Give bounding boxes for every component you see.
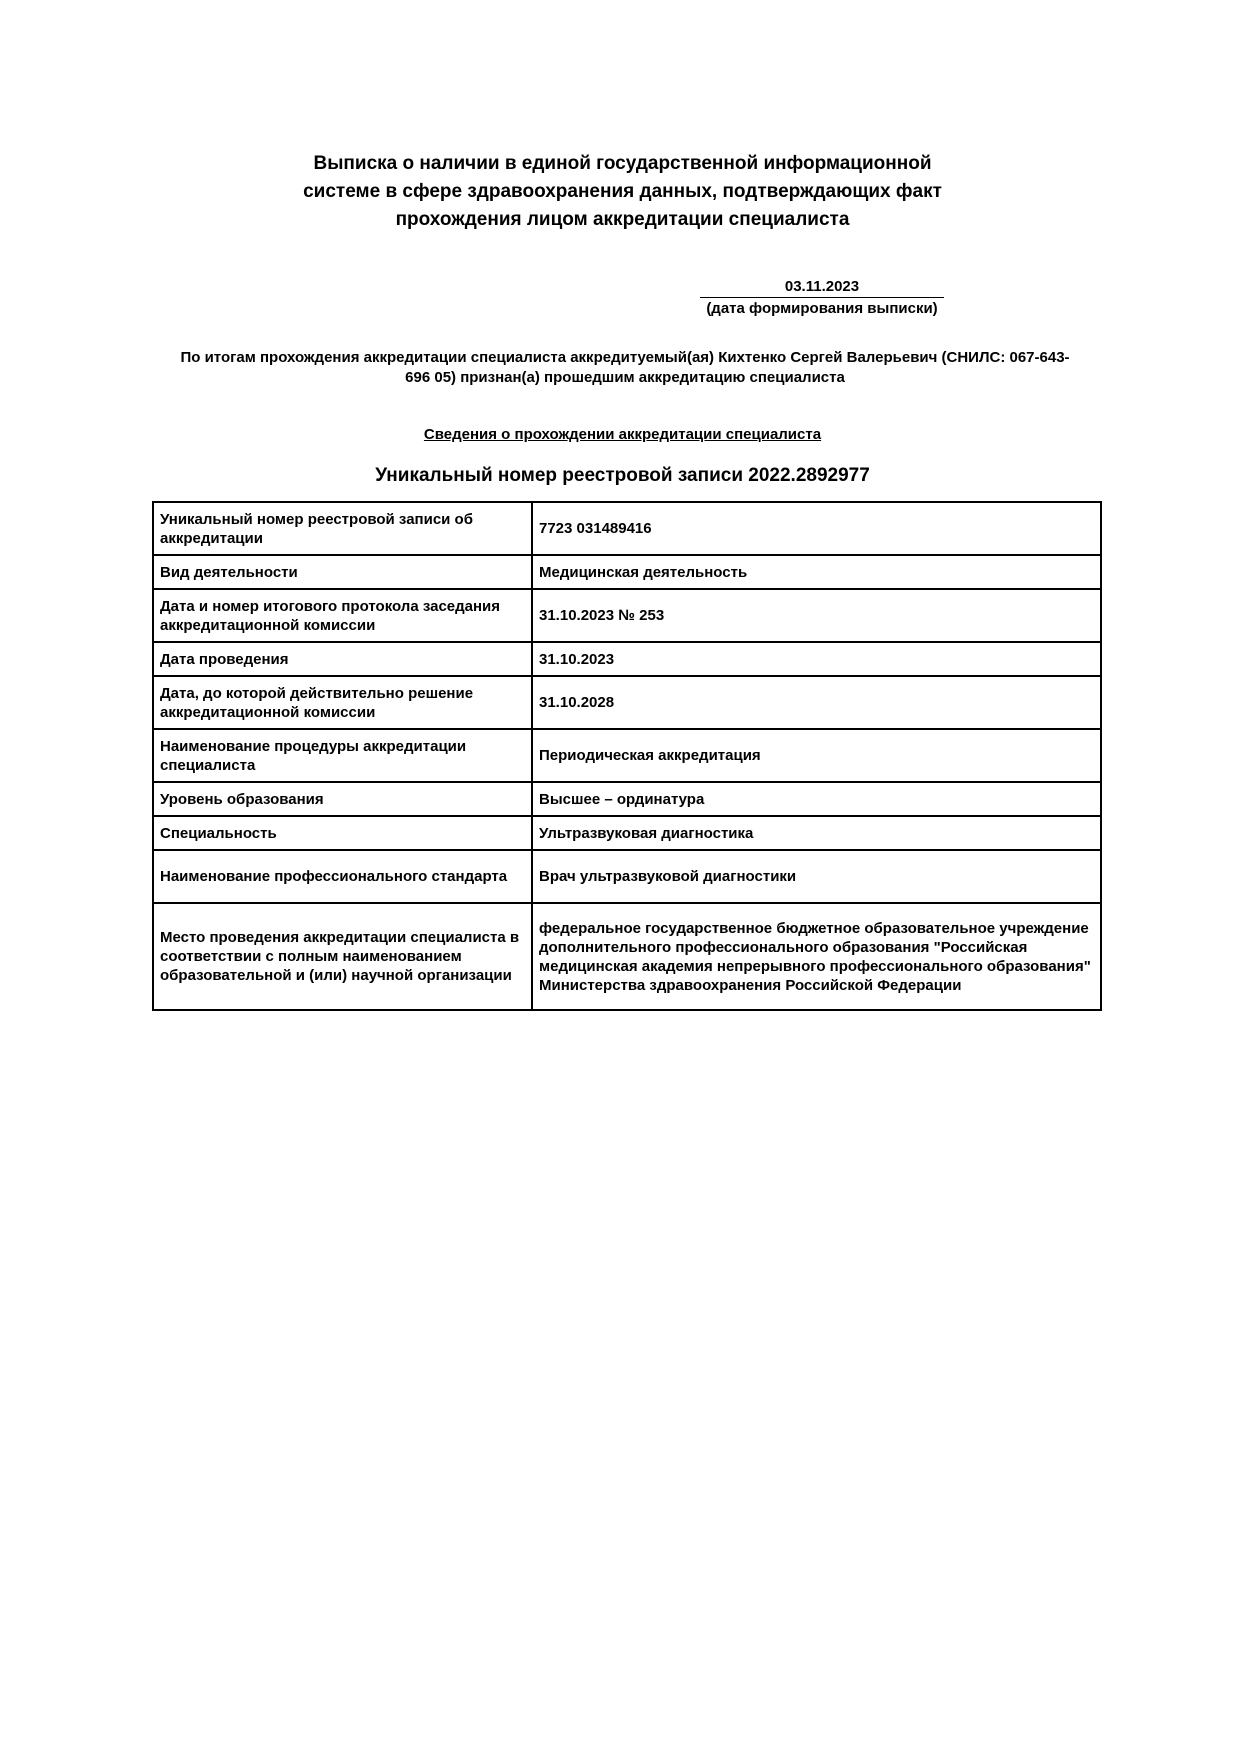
row-value: Ультразвуковая диагностика (532, 816, 1101, 850)
row-label: Дата и номер итогового протокола заседания аккредитационной комиссии (153, 589, 532, 642)
formation-date-block (700, 278, 944, 319)
row-label: Уникальный номер реестровой записи об аккредитации (153, 502, 532, 555)
formation-date-value: 03.11.2023 (700, 278, 944, 298)
row-value: Периодическая аккредитация (532, 729, 1101, 782)
accreditation-summary (140, 348, 1110, 388)
row-label: Наименование профессионального стандарта (153, 850, 532, 903)
table-row (153, 502, 1101, 555)
row-value: 31.10.2028 (532, 676, 1101, 729)
row-label: Уровень образования (153, 782, 532, 816)
table-row (153, 850, 1101, 903)
document-title-line: прохождения лицом аккредитации специалиста (395, 209, 850, 230)
row-label: Наименование процедуры аккредитации специалиста (153, 729, 532, 782)
table-row (153, 729, 1101, 782)
row-value: 31.10.2023 (532, 642, 1101, 676)
row-value: 7723 031489416 (532, 502, 1101, 555)
document-title-line: системе в сфере здравоохранения данных, подтверждающих факт (303, 181, 942, 202)
registry-number-heading: Уникальный номер реестровой записи 2022.2892977 (375, 465, 870, 486)
row-value: федеральное государственное бюджетное образовательное учреждение дополнительного профессионального образования "Российская медицинская академия непрерывного профессионального образования" Министерства здравоохранения Российской Федерации (532, 903, 1101, 1010)
row-value: Медицинская деятельность (532, 555, 1101, 589)
table-row (153, 555, 1101, 589)
row-label: Дата, до которой действительно решение аккредитационной комиссии (153, 676, 532, 729)
row-value: 31.10.2023 № 253 (532, 589, 1101, 642)
row-value: Врач ультразвуковой диагностики (532, 850, 1101, 903)
formation-date-caption: (дата формирования выписки) (706, 300, 938, 317)
row-label: Вид деятельности (153, 555, 532, 589)
row-label: Место проведения аккредитации специалиста в соответствии с полным наименованием образовательной и (или) научной организации (153, 903, 532, 1010)
document-title-line: Выписка о наличии в единой государственной информационной (313, 153, 932, 174)
table-row (153, 589, 1101, 642)
row-value: Высшее – ординатура (532, 782, 1101, 816)
table-row (153, 642, 1101, 676)
summary-line: По итогам прохождения аккредитации специалиста аккредитуемый(ая) Кихтенко Сергей Валерьевич (СНИЛС: 067-643- (180, 349, 1070, 366)
table-row (153, 782, 1101, 816)
table-row (153, 676, 1101, 729)
section-heading: Сведения о прохождении аккредитации специалиста (423, 426, 822, 443)
document-title (250, 150, 995, 234)
row-label: Специальность (153, 816, 532, 850)
table-row (153, 903, 1101, 1010)
row-label: Дата проведения (153, 642, 532, 676)
table-row (153, 816, 1101, 850)
summary-line: 696 05) признан(а) прошедшим аккредитацию специалиста (405, 369, 845, 386)
accreditation-details-table (152, 501, 1102, 1011)
